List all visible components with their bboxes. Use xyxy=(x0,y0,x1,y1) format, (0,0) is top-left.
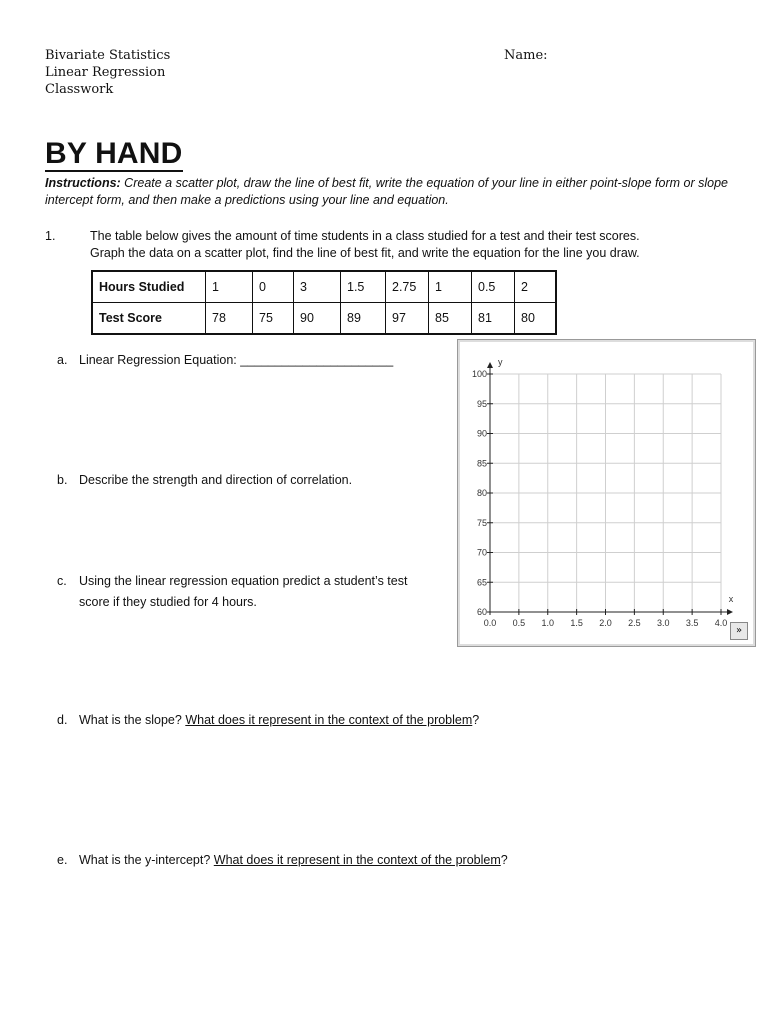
question-text: Linear Regression Equation: ______________________ xyxy=(79,353,394,367)
y-tick-label: 95 xyxy=(476,398,487,409)
question-end: ? xyxy=(500,853,508,867)
x-tick-label: 3.5 xyxy=(685,618,699,628)
table-cell: 80 xyxy=(515,303,557,335)
x-tick-label: 2.5 xyxy=(628,618,641,628)
question-b xyxy=(57,472,352,489)
table-row-hours xyxy=(92,271,556,303)
question-text: What is the y-intercept? xyxy=(79,853,214,867)
header-course: Bivariate Statistics xyxy=(45,48,171,63)
problem-text xyxy=(90,228,640,262)
question-e xyxy=(57,852,508,869)
table-row-scores xyxy=(92,303,556,335)
question-d xyxy=(57,712,479,729)
x-tick-label: 4.0 xyxy=(714,618,728,628)
header-block xyxy=(45,47,170,98)
question-a xyxy=(57,352,393,369)
double-chevron-down-icon[interactable]: » xyxy=(730,622,748,640)
y-axis-label: y xyxy=(498,357,503,367)
table-cell: 75 xyxy=(253,303,294,335)
data-table xyxy=(91,270,557,335)
question-text: Describe the strength and direction of correlation. xyxy=(79,473,353,487)
y-tick-label: 80 xyxy=(476,488,487,498)
table-cell: 90 xyxy=(294,303,341,335)
table-cell: 1 xyxy=(206,271,253,303)
x-tick-label: 3.0 xyxy=(656,618,670,628)
question-c xyxy=(57,571,407,613)
y-tick-label: 60 xyxy=(476,607,487,617)
scatter-plot-grid xyxy=(458,340,755,646)
instructions-label: Instructions: xyxy=(45,176,121,190)
question-letter: a. xyxy=(57,353,68,367)
table-cell: 89 xyxy=(341,303,386,335)
page-title: BY HAND xyxy=(45,137,183,170)
y-tick-label: 70 xyxy=(476,547,487,558)
table-cell: 3 xyxy=(294,271,341,303)
table-cell: 0 xyxy=(253,271,294,303)
header-type: Classwork xyxy=(45,82,114,97)
question-underlined: What does it represent in the context of the problem xyxy=(185,713,473,727)
table-cell: 97 xyxy=(386,303,429,335)
table-cell: 78 xyxy=(206,303,253,335)
x-tick-label: 1.0 xyxy=(541,618,555,628)
question-text: What is the slope? xyxy=(79,713,186,727)
question-letter: d. xyxy=(57,713,68,727)
table-cell: 2 xyxy=(515,271,557,303)
question-end: ? xyxy=(472,713,480,727)
question-letter: e. xyxy=(57,853,68,867)
table-cell: 85 xyxy=(429,303,472,335)
problem-line-2: Graph the data on a scatter plot, find the line of best fit, and write the equation for the line you draw. xyxy=(90,246,640,260)
question-text-line-1: Using the linear regression equation predict a student’s test xyxy=(79,574,408,588)
y-tick-label: 65 xyxy=(476,577,487,588)
y-tick-label: 75 xyxy=(476,517,487,528)
problem-line-1: The table below gives the amount of time students in a class studied for a test and their test scores. xyxy=(90,229,640,243)
table-cell: 1.5 xyxy=(341,271,386,303)
y-tick-label: 85 xyxy=(476,458,487,469)
question-letter: b. xyxy=(57,473,68,487)
instructions-text: Create a scatter plot, draw the line of best fit, write the equation of your line in either point-slope form or slope intercept form, and then make a predictions using your line and equation. xyxy=(45,176,728,207)
x-tick-label: 1.5 xyxy=(570,618,583,628)
table-cell: 0.5 xyxy=(472,271,515,303)
y-tick-label: 90 xyxy=(476,428,487,439)
question-text-line-2: score if they studied for 4 hours. xyxy=(79,595,257,609)
table-cell: 1 xyxy=(429,271,472,303)
x-axis-arrow xyxy=(727,609,733,615)
table-cell: 81 xyxy=(472,303,515,335)
x-axis-label: x xyxy=(728,594,734,604)
name-label: Name: xyxy=(504,48,548,63)
x-tick-label: 0.5 xyxy=(512,618,526,628)
header-topic: Linear Regression xyxy=(45,65,166,80)
question-letter: c. xyxy=(57,574,67,588)
row-header: Test Score xyxy=(92,303,206,335)
question-underlined: What does it represent in the context of the problem xyxy=(213,853,501,867)
row-header: Hours Studied xyxy=(92,271,206,303)
instructions xyxy=(45,175,735,209)
y-axis-arrow xyxy=(487,362,493,368)
x-tick-label: 0.0 xyxy=(483,618,497,628)
y-tick-label: 100 xyxy=(471,369,487,379)
problem-number: 1. xyxy=(45,229,56,243)
x-tick-label: 2.0 xyxy=(599,618,612,628)
graph-panel xyxy=(457,339,756,647)
table-cell: 2.75 xyxy=(386,271,429,303)
